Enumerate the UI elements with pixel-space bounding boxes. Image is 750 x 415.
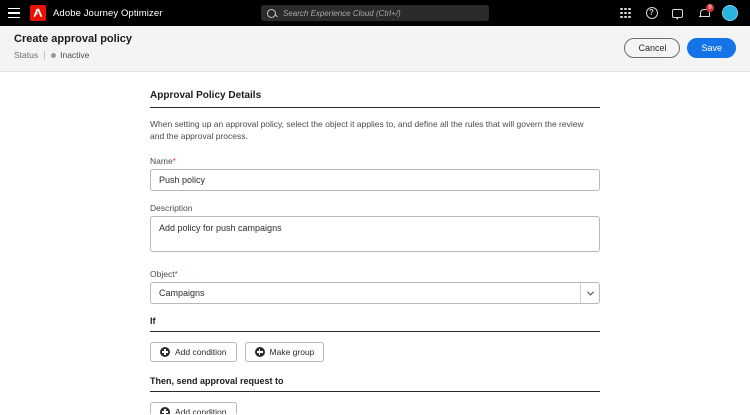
app-grid-icon[interactable] xyxy=(618,6,633,21)
intro-text: When setting up an approval policy, select the object it applies to, and define all the rules that will govern the review and the approval process. xyxy=(150,119,584,141)
object-label-text: Object xyxy=(150,269,175,279)
status-badge: Inactive xyxy=(60,50,90,60)
then-add-condition-button[interactable] xyxy=(150,402,237,414)
required-marker: * xyxy=(174,270,178,279)
name-label xyxy=(150,156,600,166)
top-navigation-bar xyxy=(0,0,750,26)
adobe-logo-icon[interactable] xyxy=(30,5,46,21)
page-header xyxy=(0,26,750,72)
if-add-condition-label: Add condition xyxy=(175,347,227,357)
required-marker: * xyxy=(172,157,176,166)
page-actions xyxy=(624,38,736,58)
help-circle-icon[interactable]: ? xyxy=(644,6,659,21)
if-section-title: If xyxy=(150,316,156,326)
object-field-group xyxy=(150,269,600,304)
object-label xyxy=(150,269,600,279)
make-group-label: Make group xyxy=(269,347,315,357)
topbar-actions xyxy=(618,5,742,21)
name-label-text: Name xyxy=(150,156,173,166)
section-divider xyxy=(150,107,600,108)
name-field-group xyxy=(150,156,600,191)
global-search[interactable] xyxy=(261,5,489,21)
search-input[interactable] xyxy=(281,8,483,19)
page-content xyxy=(0,72,750,414)
plus-circle-icon xyxy=(160,407,170,414)
description-textarea[interactable] xyxy=(150,216,600,252)
then-section-divider xyxy=(150,391,600,392)
if-add-condition-button[interactable] xyxy=(150,342,237,362)
then-section-title: Then, send approval request to xyxy=(150,376,284,386)
then-section-actions xyxy=(150,402,600,414)
status-dot-icon xyxy=(51,53,56,58)
search-icon xyxy=(267,9,276,18)
object-select-wrapper xyxy=(150,282,600,304)
section-title: Approval Policy Details xyxy=(150,90,262,101)
status-label: Status xyxy=(14,50,39,60)
plus-circle-icon xyxy=(255,347,265,357)
status-divider xyxy=(44,51,45,60)
notification-badge: 9 xyxy=(706,4,714,12)
approval-policy-form xyxy=(150,90,600,414)
description-label: Description xyxy=(150,203,193,213)
app-title: Adobe Journey Optimizer xyxy=(53,7,163,19)
cancel-button[interactable]: Cancel xyxy=(624,38,680,58)
bell-icon[interactable] xyxy=(696,6,711,21)
plus-circle-icon xyxy=(160,347,170,357)
name-input[interactable] xyxy=(150,169,600,191)
description-field-group xyxy=(150,203,600,257)
object-select[interactable] xyxy=(150,282,600,304)
then-add-condition-label: Add condition xyxy=(175,407,227,414)
chat-bubble-icon[interactable] xyxy=(670,6,685,21)
hamburger-menu-icon[interactable] xyxy=(8,6,22,20)
if-section-actions xyxy=(150,342,600,362)
page-title: Create approval policy xyxy=(14,33,132,45)
if-section-divider xyxy=(150,331,600,332)
save-button[interactable]: Save xyxy=(687,38,736,58)
make-group-button[interactable] xyxy=(245,342,325,362)
avatar[interactable] xyxy=(722,5,738,21)
